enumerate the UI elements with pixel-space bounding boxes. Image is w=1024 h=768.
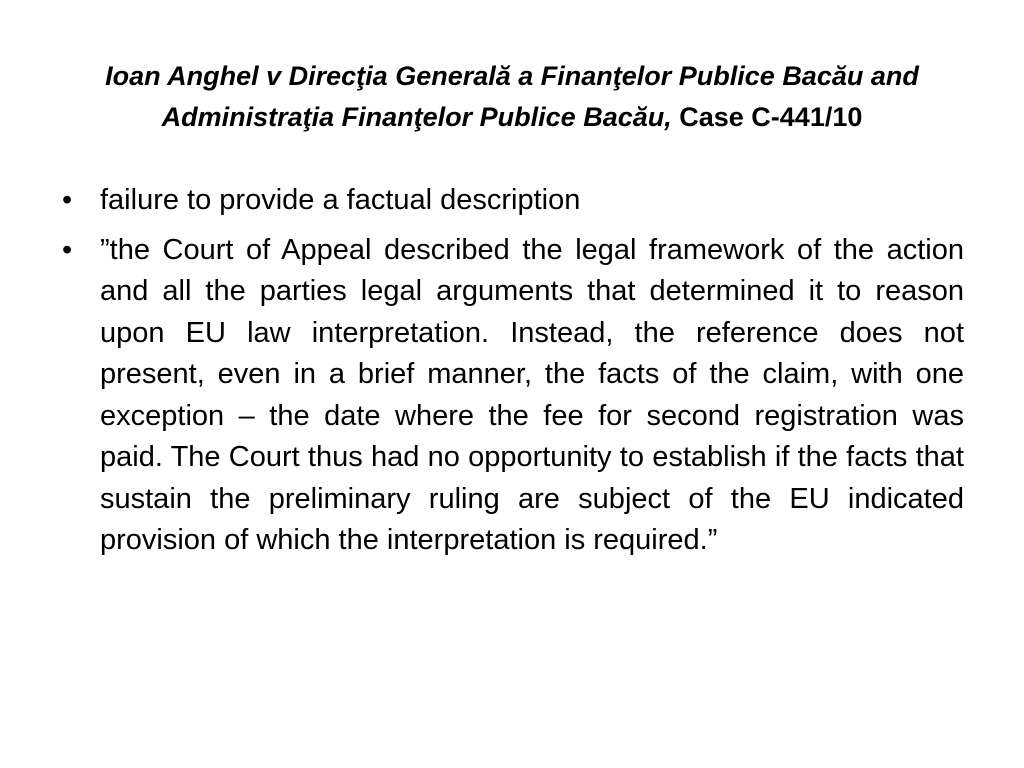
bullet-text: failure to provide a factual description: [100, 184, 581, 216]
title-case-number: Case C-441/10: [671, 102, 863, 132]
bullet-marker: •: [62, 184, 73, 216]
bullet-item-failure: [56, 180, 964, 222]
bullet-item-quote: [56, 230, 964, 562]
bullet-text: ”the Court of Appeal described the legal framework of the action and all the parties legal arguments that determined it to reason upon EU law interpretation. Instead, the reference does not present, even in a brief manner, the facts of the claim, with one exception – the date where the fee for second registration was paid. The Court thus had no opportunity to establish if the facts that sustain the preliminary ruling are subject of the EU indicated provision of which the interpretation is required.”: [100, 233, 964, 556]
slide-title: [56, 56, 968, 138]
bullet-marker: •: [62, 233, 73, 266]
bullet-list: [56, 180, 964, 572]
title-case-name: Ioan Anghel v Direcţia Generală a Finanţelor Publice Bacău and Administraţia Finanţelor Publice Bacău,: [105, 61, 919, 132]
